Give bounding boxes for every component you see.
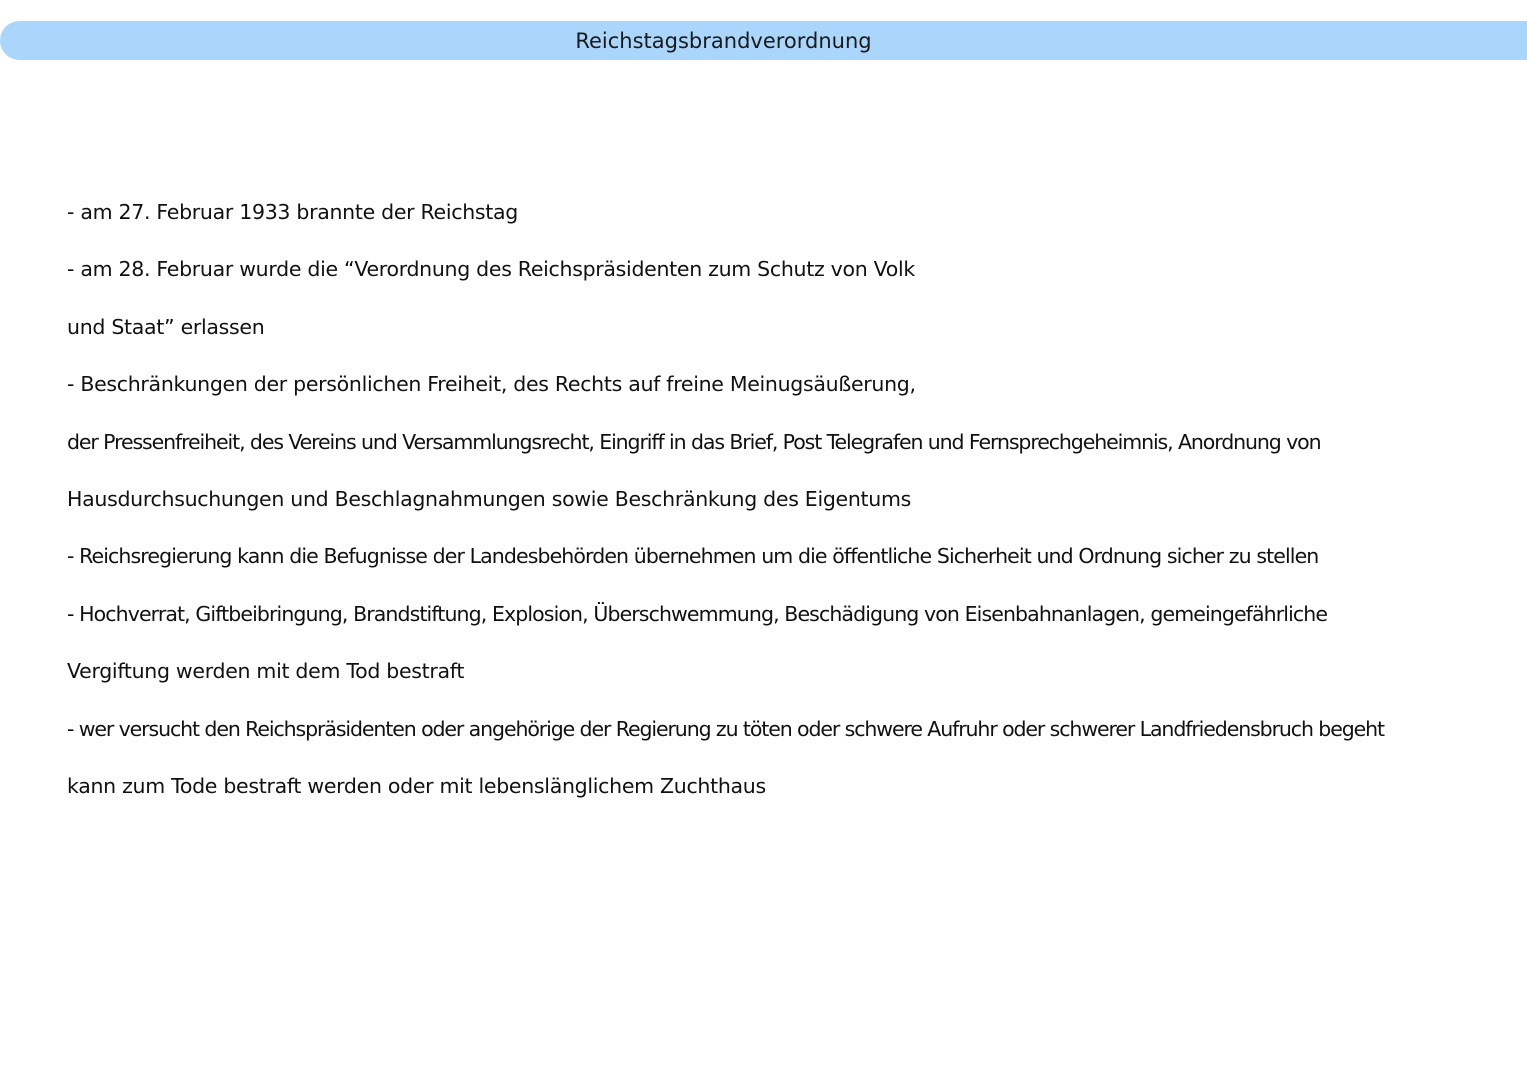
note-line: und Staat” erlassen	[67, 314, 265, 339]
note-line: Vergiftung werden mit dem Tod bestraft	[67, 659, 465, 684]
note-line: Hausdurchsuchungen und Beschlagnahmungen sowie Beschränkung des Eigentums	[67, 486, 912, 511]
note-line: - Hochverrat, Giftbeibringung, Brandstiftung, Explosion, Überschwemmung, Beschädigung von Eisenbahnanlagen, gemeingefährliche	[67, 601, 1328, 626]
note-line: - am 27. Februar 1933 brannte der Reichstag	[67, 200, 519, 224]
note-line: - wer versucht den Reichspräsidenten oder angehörige der Regierung zu töten oder schwere Aufruhr oder schwerer Landfriedensbruch begeht	[67, 716, 1384, 741]
note-line: - Beschränkungen der persönlichen Freiheit, des Rechts auf freine Meinugsäußerung,	[67, 372, 916, 397]
note-line: - am 28. Februar wurde die “Verordnung des Reichspräsidenten zum Schutz von Volk	[67, 257, 915, 282]
note-line: kann zum Tode bestraft werden oder mit lebenslänglichem Zuchthaus	[67, 773, 766, 798]
note-line: - Reichsregierung kann die Befugnisse der Landesbehörden übernehmen um die öffentliche Sicherheit und Ordnung sicher zu stellen	[67, 544, 1319, 569]
title-bar	[0, 21, 1527, 60]
note-line: der Pressenfreiheit, des Vereins und Versammlungsrecht, Eingriff in das Brief, Post Telegrafen und Fernsprechgeheimnis, Anordnung von	[67, 429, 1321, 454]
notes-list	[67, 190, 1507, 821]
page-title: Reichstagsbrandverordnung	[575, 28, 872, 53]
